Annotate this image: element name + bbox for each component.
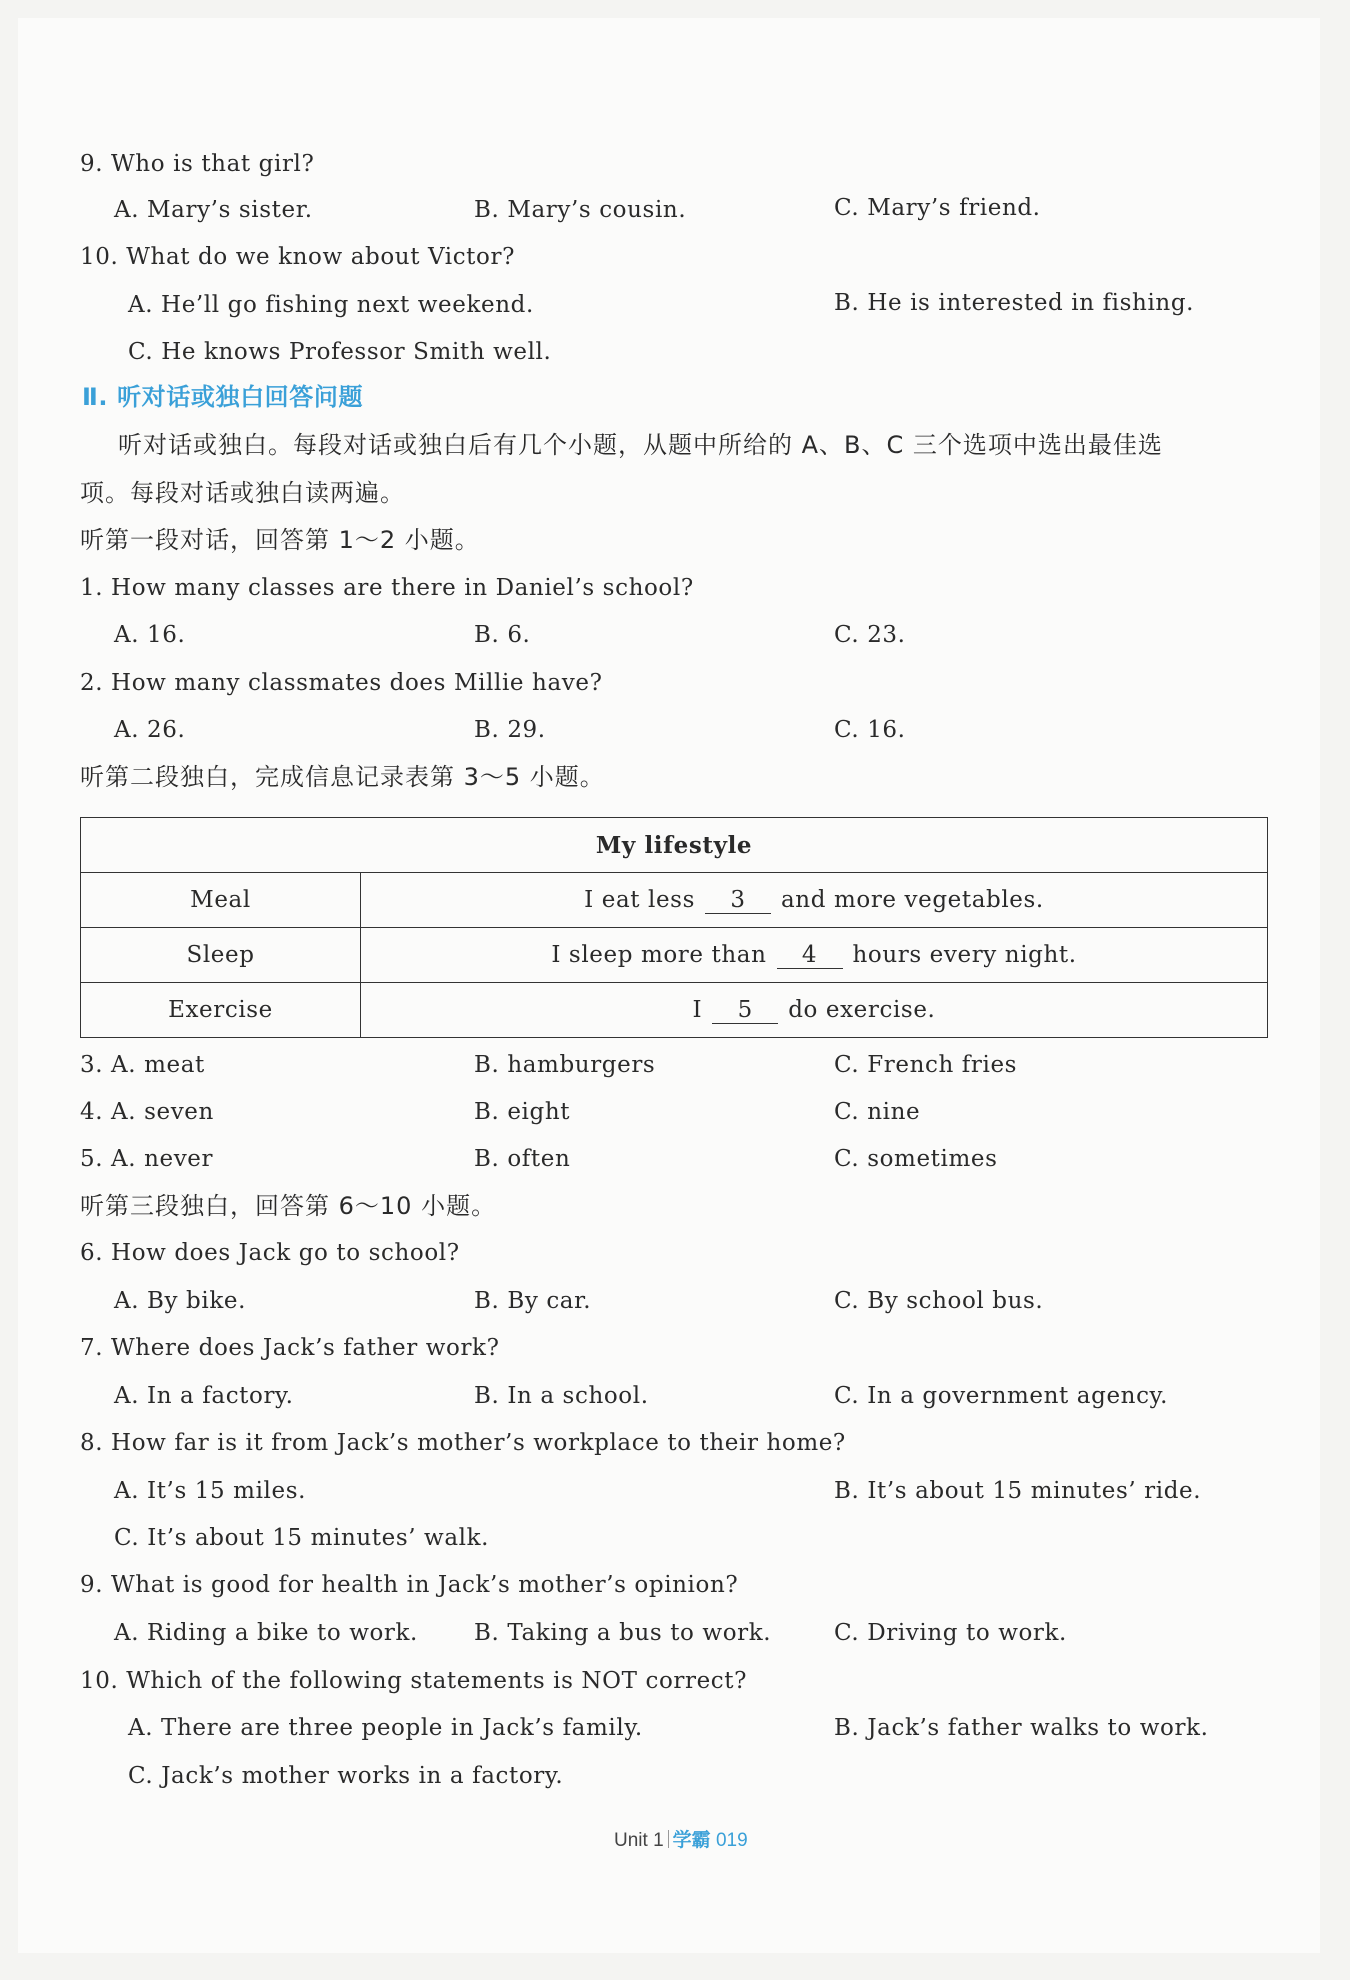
option-c: C. Driving to work. [834, 1620, 1067, 1646]
row-sentence [361, 928, 1268, 983]
sentence-after: hours every night. [852, 941, 1077, 968]
option-b: B. It’s about 15 minutes’ ride. [834, 1478, 1202, 1504]
option-b: B. He is interested in fishing. [834, 290, 1195, 316]
option-a: A. In a factory. [114, 1383, 294, 1409]
instruction-line-2: 项。每段对话或独白读两遍。 [80, 479, 405, 507]
sentence-before: I sleep more than [551, 941, 767, 968]
row-sentence [361, 983, 1268, 1038]
option-b: B. Jack’s father walks to work. [834, 1715, 1209, 1741]
question-10-stem: 10. Which of the following statements is NOT correct? [80, 1668, 748, 1694]
option-b: B. hamburgers [474, 1052, 656, 1078]
option-a: A. There are three people in Jack’s family. [128, 1715, 643, 1741]
option-b: B. In a school. [474, 1383, 649, 1409]
table-row [81, 928, 1268, 983]
option-c: C. 16. [834, 717, 906, 743]
lifestyle-table [80, 817, 1268, 1038]
row-sentence [361, 873, 1268, 928]
question-10-stem: 10. What do we know about Victor? [80, 244, 516, 270]
sentence-after: and more vegetables. [781, 886, 1044, 913]
question-1-stem: 1. How many classes are there in Daniel’s school? [80, 575, 694, 601]
question-3-option-a: 3. A. meat [80, 1052, 205, 1078]
option-b: B. often [474, 1146, 571, 1172]
question-9-stem: 9. Who is that girl? [80, 151, 315, 177]
option-a: A. He’ll go fishing next weekend. [128, 292, 534, 318]
table-title: My lifestyle [81, 818, 1268, 873]
option-b: B. Mary’s cousin. [474, 197, 687, 223]
option-c: C. sometimes [834, 1146, 998, 1172]
footer-divider [668, 1830, 669, 1848]
option-b: B. eight [474, 1099, 571, 1125]
option-c: C. nine [834, 1099, 921, 1125]
option-c: C. In a government agency. [834, 1383, 1168, 1409]
answer-blank: 5 [712, 997, 778, 1024]
instruction-line-1: 听对话或独白。每段对话或独白后有几个小题，从题中所给的 A、B、C 三个选项中选出最佳选 [118, 431, 1163, 459]
option-c: C. By school bus. [834, 1288, 1044, 1314]
question-9-stem: 9. What is good for health in Jack’s mother’s opinion? [80, 1572, 739, 1598]
part-3-intro: 听第三段独白，回答第 6～10 小题。 [80, 1192, 497, 1220]
part-2-intro: 听第二段独白，完成信息记录表第 3～5 小题。 [80, 763, 605, 791]
option-c: C. He knows Professor Smith well. [128, 339, 552, 365]
row-label: Meal [81, 873, 361, 928]
brand-label: 学霸 [672, 1830, 711, 1851]
option-b: B. 29. [474, 717, 546, 743]
sentence-before: I eat less [584, 886, 695, 913]
option-b: B. Taking a bus to work. [474, 1620, 772, 1646]
question-5-option-a: 5. A. never [80, 1146, 214, 1172]
part-1-intro: 听第一段对话，回答第 1～2 小题。 [80, 526, 480, 554]
table-row [81, 983, 1268, 1038]
answer-blank: 3 [705, 887, 771, 914]
option-a: A. Riding a bike to work. [114, 1620, 418, 1646]
question-4-option-a: 4. A. seven [80, 1099, 214, 1125]
question-8-stem: 8. How far is it from Jack’s mother’s workplace to their home? [80, 1430, 846, 1456]
answer-blank: 4 [777, 942, 843, 969]
option-a: A. Mary’s sister. [114, 197, 313, 223]
option-c: C. 23. [834, 622, 906, 648]
unit-label: Unit 1 [614, 1830, 664, 1851]
option-b: B. By car. [474, 1288, 592, 1314]
option-a: A. It’s 15 miles. [114, 1478, 307, 1504]
question-2-stem: 2. How many classmates does Millie have? [80, 670, 603, 696]
question-6-stem: 6. How does Jack go to school? [80, 1240, 460, 1266]
option-c: C. Mary’s friend. [834, 195, 1041, 221]
row-label: Sleep [81, 928, 361, 983]
option-c: C. French fries [834, 1052, 1018, 1078]
option-a: A. 16. [114, 622, 186, 648]
sentence-before: I [692, 996, 703, 1023]
option-c: C. Jack’s mother works in a factory. [128, 1763, 564, 1789]
option-a: A. 26. [114, 717, 186, 743]
table-row [81, 873, 1268, 928]
worksheet-page [18, 18, 1320, 1953]
option-c: C. It’s about 15 minutes’ walk. [114, 1525, 490, 1551]
question-7-stem: 7. Where does Jack’s father work? [80, 1335, 500, 1361]
section-heading: Ⅱ. 听对话或独白回答问题 [82, 383, 364, 411]
option-b: B. 6. [474, 622, 531, 648]
row-label: Exercise [81, 983, 361, 1038]
option-a: A. By bike. [114, 1288, 246, 1314]
page-number: 019 [715, 1830, 748, 1851]
sentence-after: do exercise. [788, 996, 936, 1023]
page-footer [614, 1825, 748, 1852]
